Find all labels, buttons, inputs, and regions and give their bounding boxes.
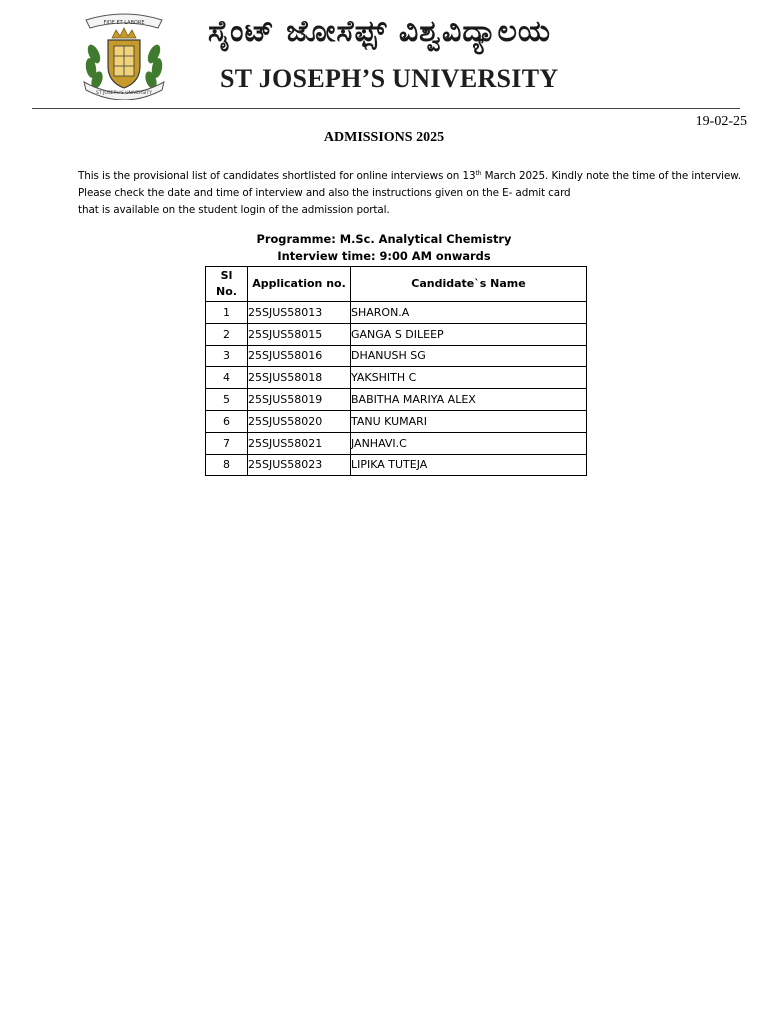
candidate-name-cell: SHARON.A <box>351 302 587 324</box>
application-no-cell: 25SJUS58013 <box>248 302 351 324</box>
candidate-name-cell: BABITHA MARIYA ALEX <box>351 389 587 411</box>
table-row <box>206 410 587 432</box>
svg-text:FIDE ET LABORE: FIDE ET LABORE <box>103 20 145 26</box>
intro-line-2: Please check the date and time of interview and also the instructions given on the E- admit card <box>78 187 571 199</box>
intro-paragraph <box>78 165 748 219</box>
sl-no-cell: 7 <box>206 432 248 454</box>
candidate-name-cell: DHANUSH SG <box>351 345 587 367</box>
table-row <box>206 345 587 367</box>
application-no-cell: 25SJUS58018 <box>248 367 351 389</box>
sl-no-cell: 1 <box>206 302 248 324</box>
column-header-application-no: Application no. <box>248 267 351 302</box>
candidate-name-cell: GANGA S DILEEP <box>351 323 587 345</box>
header-divider <box>32 108 740 109</box>
sl-no-cell: 8 <box>206 454 248 476</box>
sl-no-cell: 6 <box>206 410 248 432</box>
university-name-kannada: ಸೈಂಟ್ ಜೋಸೆಫ್ಸ್ ವಿಶ್ವವಿದ್ಯಾಲಯ <box>208 14 552 49</box>
letterhead <box>0 0 768 110</box>
interview-time: Interview time: 9:00 AM onwards <box>277 249 491 263</box>
university-name: ST JOSEPH’S UNIVERSITY <box>220 64 559 93</box>
candidate-name-cell: YAKSHITH C <box>351 367 587 389</box>
sl-no-cell: 2 <box>206 323 248 345</box>
candidate-name-cell: JANHAVI.C <box>351 432 587 454</box>
table-row <box>206 367 587 389</box>
candidate-name-cell: TANU KUMARI <box>351 410 587 432</box>
application-no-cell: 25SJUS58015 <box>248 323 351 345</box>
intro-line-1: This is the provisional list of candidates shortlisted for online interviews on 13th March 2025. Kindly note the time of the interview. <box>78 170 741 182</box>
table-row <box>206 302 587 324</box>
document-title: ADMISSIONS 2025 <box>323 130 445 145</box>
sl-no-cell: 3 <box>206 345 248 367</box>
svg-text:ST JOSEPH'S UNIVERSITY: ST JOSEPH'S UNIVERSITY <box>96 91 152 96</box>
sl-no-cell: 4 <box>206 367 248 389</box>
table-row <box>206 454 587 476</box>
application-no-cell: 25SJUS58020 <box>248 410 351 432</box>
application-no-cell: 25SJUS58021 <box>248 432 351 454</box>
application-no-cell: 25SJUS58016 <box>248 345 351 367</box>
table-header-row <box>206 267 587 302</box>
candidates-table <box>205 266 587 476</box>
table-row <box>206 323 587 345</box>
column-header-sl-no: Sl No. <box>206 267 248 302</box>
document-date: 19-02-25 <box>695 114 747 129</box>
column-header-candidate-name: Candidate`s Name <box>351 267 587 302</box>
application-no-cell: 25SJUS58019 <box>248 389 351 411</box>
sl-no-cell: 5 <box>206 389 248 411</box>
programme-name: Programme: M.Sc. Analytical Chemistry <box>256 232 512 246</box>
intro-line-3: that is available on the student login of the admission portal. <box>78 204 390 216</box>
university-crest-icon <box>80 10 168 100</box>
table-row <box>206 432 587 454</box>
programme-block <box>0 231 768 265</box>
candidate-name-cell: LIPIKA TUTEJA <box>351 454 587 476</box>
table-row <box>206 389 587 411</box>
application-no-cell: 25SJUS58023 <box>248 454 351 476</box>
